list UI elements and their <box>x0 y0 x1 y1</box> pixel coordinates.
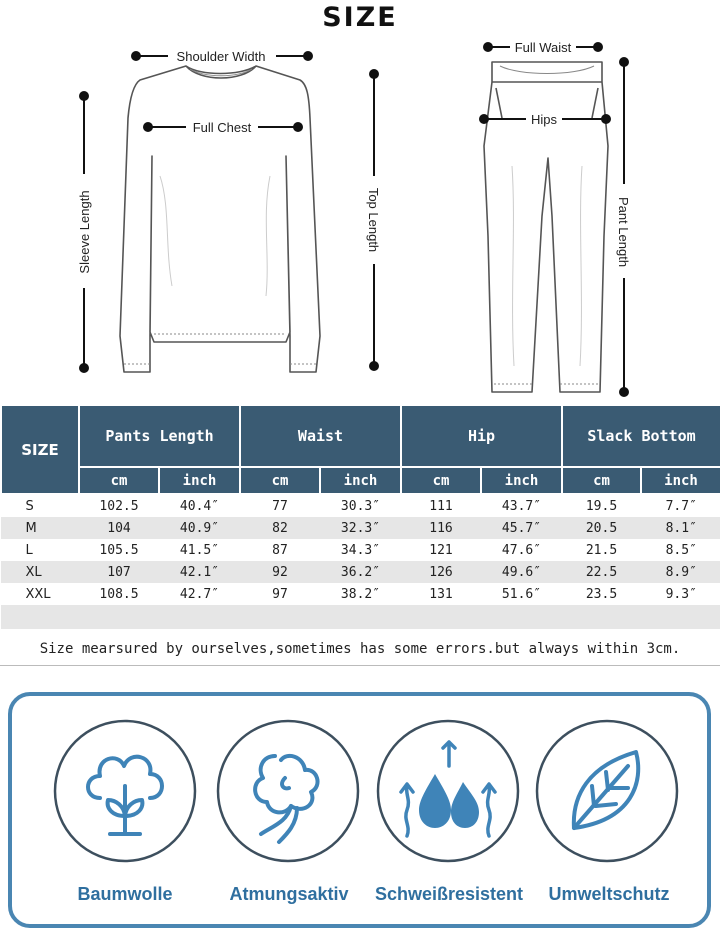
sweat-resistant-icon <box>373 716 523 866</box>
unit-cm: cm <box>562 467 641 494</box>
table-cell: 42.7″ <box>159 583 240 605</box>
top-length-label: Top Length <box>366 187 381 253</box>
table-cell: 7.7″ <box>641 494 720 517</box>
table-cell: 19.5 <box>562 494 641 517</box>
table-cell: 45.7″ <box>481 517 562 539</box>
unit-cm: cm <box>401 467 481 494</box>
table-cell: 104 <box>79 517 159 539</box>
table-cell: 131 <box>401 583 481 605</box>
table-cell: 105.5 <box>79 539 159 561</box>
size-cell: XXL <box>1 583 79 605</box>
table-cell: 77 <box>240 494 320 517</box>
table-cell: 111 <box>401 494 481 517</box>
table-cell: 38.2″ <box>320 583 401 605</box>
page-title: SIZE <box>322 2 398 33</box>
full-waist-label: Full Waist <box>514 40 572 55</box>
table-cell: 8.9″ <box>641 561 720 583</box>
feature-label-breathable: Atmungsaktiv <box>229 884 349 904</box>
table-cell: 51.6″ <box>481 583 562 605</box>
table-cell: 107 <box>79 561 159 583</box>
pant-length-label: Pant Length <box>616 196 631 268</box>
table-row <box>1 494 720 517</box>
table-cell: 36.2″ <box>320 561 401 583</box>
table-cell: 43.7″ <box>481 494 562 517</box>
header-waist: Waist <box>240 405 401 467</box>
table-row <box>1 539 720 561</box>
table-cell: 82 <box>240 517 320 539</box>
unit-inch: inch <box>320 467 401 494</box>
sleeve-length-label: Sleeve Length <box>77 190 92 274</box>
table-cell: 47.6″ <box>481 539 562 561</box>
table-cell: 40.4″ <box>159 494 240 517</box>
table-row-blank <box>1 605 720 629</box>
size-table <box>0 404 720 629</box>
measurement-note: Size mearsured by ourselves,sometimes has some errors.but always within 3cm. <box>39 641 681 657</box>
feature-label-sweat-resistant: Schweißresistent <box>374 884 524 904</box>
table-cell: 126 <box>401 561 481 583</box>
unit-inch: inch <box>641 467 720 494</box>
hips-label: Hips <box>530 112 558 127</box>
table-row <box>1 517 720 539</box>
table-cell: 41.5″ <box>159 539 240 561</box>
size-cell: L <box>1 539 79 561</box>
size-cell: XL <box>1 561 79 583</box>
table-cell: 92 <box>240 561 320 583</box>
cotton-icon <box>50 716 200 866</box>
unit-inch: inch <box>481 467 562 494</box>
table-cell: 32.3″ <box>320 517 401 539</box>
table-cell: 21.5 <box>562 539 641 561</box>
breathable-icon <box>213 716 363 866</box>
header-pants-length: Pants Length <box>79 405 240 467</box>
size-cell: M <box>1 517 79 539</box>
table-cell: 8.1″ <box>641 517 720 539</box>
table-cell: 20.5 <box>562 517 641 539</box>
table-cell: 87 <box>240 539 320 561</box>
table-cell: 9.3″ <box>641 583 720 605</box>
full-chest-label: Full Chest <box>192 120 252 135</box>
header-slack-bottom: Slack Bottom <box>562 405 720 467</box>
feature-label-eco: Umweltschutz <box>548 884 670 904</box>
table-cell: 30.3″ <box>320 494 401 517</box>
leaf-icon <box>532 716 682 866</box>
header-hip: Hip <box>401 405 562 467</box>
table-cell: 23.5 <box>562 583 641 605</box>
table-cell: 8.5″ <box>641 539 720 561</box>
table-cell: 121 <box>401 539 481 561</box>
divider <box>0 665 720 666</box>
unit-cm: cm <box>79 467 159 494</box>
table-row <box>1 561 720 583</box>
unit-inch: inch <box>159 467 240 494</box>
table-cell: 49.6″ <box>481 561 562 583</box>
table-cell: 108.5 <box>79 583 159 605</box>
size-header: SIZE <box>1 405 79 494</box>
shirt-illustration <box>120 66 320 372</box>
measurement-diagram <box>0 36 720 400</box>
table-cell: 42.1″ <box>159 561 240 583</box>
table-row <box>1 583 720 605</box>
shoulder-width-label: Shoulder Width <box>176 49 266 64</box>
size-cell: S <box>1 494 79 517</box>
table-cell: 34.3″ <box>320 539 401 561</box>
table-cell: 97 <box>240 583 320 605</box>
table-cell: 116 <box>401 517 481 539</box>
table-cell: 102.5 <box>79 494 159 517</box>
feature-label-cotton: Baumwolle <box>77 884 173 904</box>
unit-cm: cm <box>240 467 320 494</box>
table-cell: 40.9″ <box>159 517 240 539</box>
table-cell: 22.5 <box>562 561 641 583</box>
